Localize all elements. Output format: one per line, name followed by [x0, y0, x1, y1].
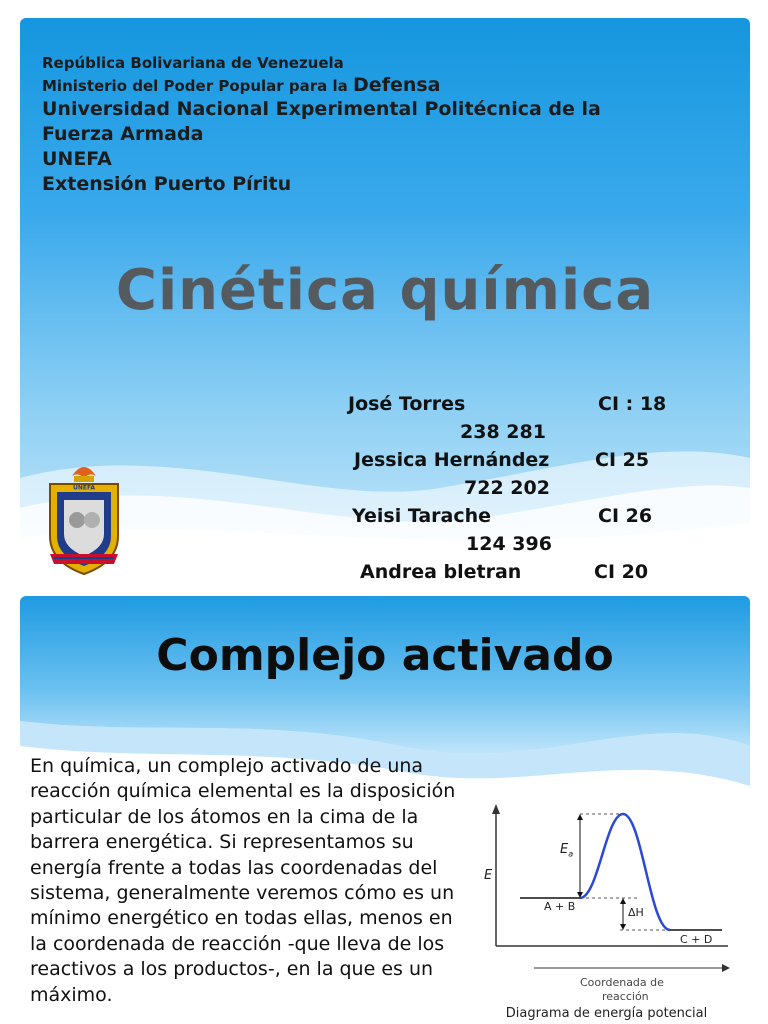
- author-name: Andrea bletran: [360, 561, 522, 580]
- author-row: [340, 446, 740, 474]
- institution-line-4: Fuerza Armada: [42, 123, 204, 145]
- author-ci-number: 238 281: [460, 421, 546, 443]
- author-ci: CI : 18: [598, 393, 667, 415]
- diagram-x-axis-line1: Coordenada de: [580, 976, 664, 989]
- diagram-reactants-label: A + B: [544, 900, 576, 913]
- author-row-cont: [340, 418, 740, 446]
- svg-text:UNEFA: UNEFA: [72, 484, 96, 492]
- diagram-x-axis-line2: reacción: [602, 990, 649, 1003]
- author-ci-number: 722 202: [464, 477, 550, 499]
- author-ci-number: 124 396: [466, 533, 552, 555]
- diagram-caption: Diagrama de energía potencial: [505, 1006, 708, 1021]
- diagram-ea-letter: E: [560, 842, 569, 857]
- author-name: Yeisi Tarache: [352, 505, 492, 527]
- author-row: [340, 558, 740, 580]
- diagram-products-label: C + D: [680, 933, 713, 946]
- institution-line-3: Universidad Nacional Experimental Politécnica de la: [42, 98, 601, 120]
- content-slide: [20, 596, 750, 1024]
- title-slide: [20, 18, 750, 580]
- institution-line-1: República Bolivariana de Venezuela: [42, 54, 344, 72]
- author-ci: CI 26: [598, 505, 653, 527]
- author-row-cont: [340, 474, 740, 502]
- institution-line-2-prefix: Ministerio del Poder Popular para la: [42, 77, 348, 95]
- diagram-ea-subscript: a: [568, 849, 574, 859]
- institution-line-2: [42, 74, 601, 97]
- author-ci: CI 25: [595, 449, 650, 471]
- slide-title: Cinética química: [115, 258, 655, 323]
- diagram-y-axis-label: E: [484, 868, 493, 883]
- author-ci: CI 20: [594, 561, 649, 580]
- body-paragraph: En química, un complejo activado de una reacción química elemental es la disposición particular de los átomos en la cima de la barrera energética. Si representamos su energía frente a todas las coordenadas del sistema, generalmente veremos cómo es un mínimo energético en todas ellas, menos en la coordenada de reacción -que lleva de los reactivos a los productos-, en la que es un máximo.: [30, 755, 456, 1006]
- slide-title: Complejo activado: [156, 630, 614, 681]
- institution-block: [42, 52, 601, 197]
- authors-list: [340, 390, 740, 580]
- author-row: [340, 390, 740, 418]
- unefa-logo-icon: [44, 458, 124, 578]
- author-row: [340, 502, 740, 530]
- institution-line-2-suffix: Defensa: [353, 74, 441, 96]
- institution-line-6: Extensión Puerto Píritu: [42, 173, 292, 195]
- diagram-ea-label: [560, 842, 573, 859]
- author-name: José Torres: [348, 393, 466, 415]
- diagram-dh-label: ΔH: [628, 906, 644, 919]
- author-row-cont: [340, 530, 740, 558]
- author-name: Jessica Hernández: [354, 449, 550, 471]
- institution-line-5: UNEFA: [42, 148, 112, 170]
- diagram-labels: [480, 796, 740, 1024]
